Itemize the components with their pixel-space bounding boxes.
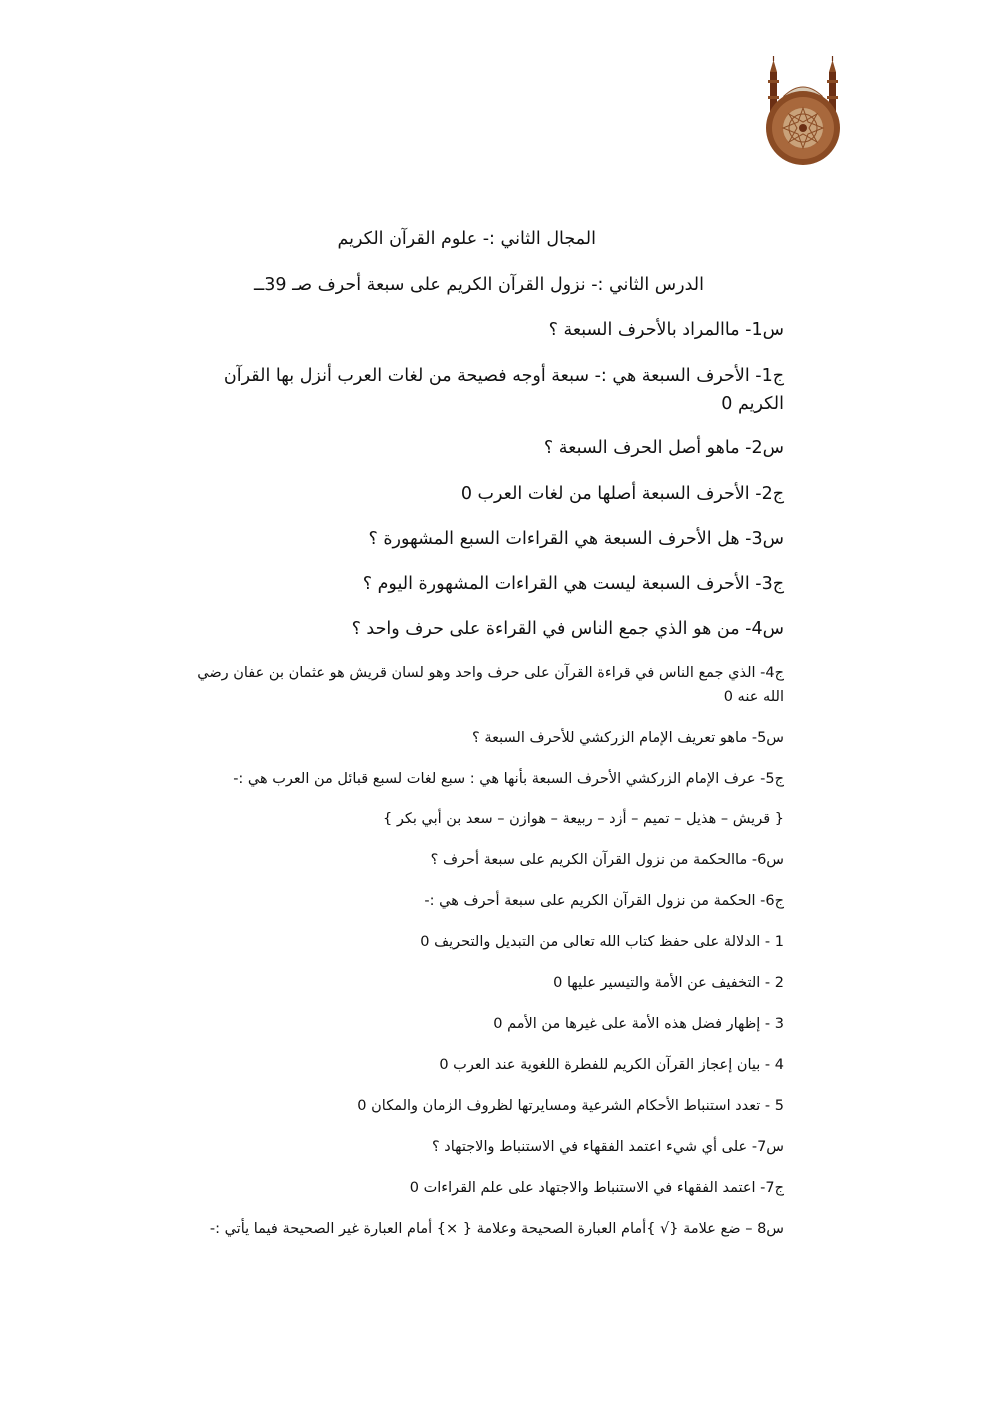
lesson-title: الدرس الثاني :- نزول القرآن الكريم على سبعة أحرف صـ 39ــ [253, 275, 704, 295]
question-6: س6- ماالحكمة من نزول القرآن الكريم على سبعة أحرف ؟ [430, 852, 784, 868]
answer-6-item-1: 1 - الدلالة على حفظ كتاب الله تعالى من التبديل والتحريف 0 [420, 934, 784, 950]
department-logo [762, 56, 844, 168]
question-3: س3- هل الأحرف السبعة هي القراءات السبع المشهورة ؟ [368, 529, 784, 549]
question-4: س4- من هو الذي جمع الناس في القراءة على حرف واحد ؟ [351, 619, 784, 639]
answer-2: ج2- الأحرف السبعة أصلها من لغات العرب 0 [460, 484, 784, 504]
answer-7: ج7- اعتمد الفقهاء في الاستنباط والاجتهاد على علم القراءات 0 [409, 1180, 784, 1196]
medallion-icon [766, 91, 840, 165]
question-8: س8 – ضع علامة {√ }أمام العبارة الصحيحة وعلامة { ×} أمام العبارة غير الصحيحة فيما يأتي :- [209, 1221, 784, 1237]
answer-1-line-2: الكريم 0 [721, 394, 784, 414]
question-2: س2- ماهو أصل الحرف السبعة ؟ [543, 438, 784, 458]
question-7: س7- على أي شيء اعتمد الفقهاء في الاستنباط والاجتهاد ؟ [431, 1139, 784, 1155]
answer-6-item-5: 5 - تعدد استنباط الأحكام الشرعية ومسايرتها لظروف الزمان والمكان 0 [357, 1098, 784, 1114]
answer-6-item-3: 3 - إظهار فضل هذه الأمة على غيرها من الأمم 0 [493, 1016, 784, 1032]
answer-4-line-1: ج4- الذي جمع الناس في قراءة القرآن على حرف واحد وهو لسان قريش هو عثمان بن عفان رضي [197, 665, 784, 681]
question-1: س1- ماالمراد بالأحرف السبعة ؟ [548, 320, 784, 340]
answer-3: ج3- الأحرف السبعة ليست هي القراءات المشهورة اليوم ؟ [362, 574, 784, 594]
answer-4-line-2: الله عنه 0 [723, 689, 784, 705]
answer-5-tribes: { قريش – هذيل – تميم – أزد – ربيعة – هوازن – سعد بن أبي بكر } [383, 811, 784, 827]
answer-5-line-1: ج5- عرف الإمام الزركشي الأحرف السبعة بأنها هي : سبع لغات لسبع قبائل من العرب هي :- [233, 771, 784, 787]
answer-6-item-4: 4 - بيان إعجاز القرآن الكريم للفطرة اللغوية عند العرب 0 [439, 1057, 784, 1073]
answer-1-line-1: ج1- الأحرف السبعة هي :- سبعة أوجه فصيحة من لغات العرب أنزل بها القرآن [223, 366, 784, 386]
answer-6-item-2: 2 - التخفيف عن الأمة والتيسير عليها 0 [553, 975, 784, 991]
answer-6-intro: ج6- الحكمة من نزول القرآن الكريم على سبعة أحرف هي :- [424, 893, 784, 909]
question-5: س5- ماهو تعريف الإمام الزركشي للأحرف السبعة ؟ [472, 730, 784, 746]
page-title: المجال الثاني :- علوم القرآن الكريم [337, 229, 596, 249]
